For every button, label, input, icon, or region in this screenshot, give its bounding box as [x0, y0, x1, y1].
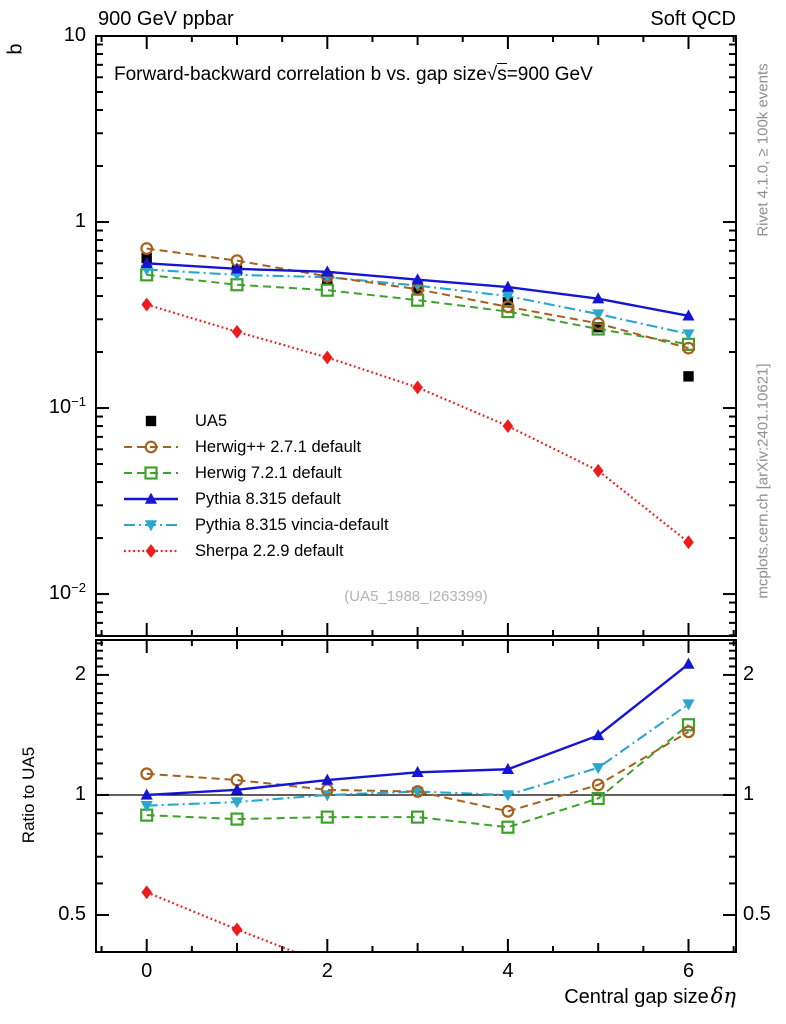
x-axis-title-greek: δη [710, 984, 736, 1008]
sqrt-sign: √ [486, 64, 498, 85]
y-axis-title-ratio: Ratio to UA5 [19, 746, 38, 844]
plot-title-suffix: =900 GeV [506, 64, 593, 85]
series-main-herwig-2-7-1-default [141, 243, 693, 353]
plot-title-prefix: Forward-backward correlation b vs. gap size [114, 64, 487, 85]
legend-label: Pythia 8.315 vincia-default [195, 515, 389, 534]
legend-marker-sample [122, 463, 180, 483]
y-main-tick-label: $10^{-2}$ [48, 580, 86, 605]
sqrt-argument: s [497, 64, 507, 85]
mcplots-arxiv-note: mcplots.cern.ch [arXiv:2401.10621] [754, 363, 772, 599]
y-axis-title-main: b [4, 43, 27, 55]
y-main-tick-label: 10 [63, 24, 86, 46]
legend-entry [122, 434, 389, 460]
y-main-tick-label: $10^{-1}$ [48, 394, 86, 419]
x-axis-title-text: Central gap size [564, 986, 709, 1008]
rivet-version-note: Rivet 4.1.0, ≥ 100k events [754, 63, 772, 237]
x-axis-title [564, 984, 736, 1009]
y-ratio-tick-label-right: 0.5 [743, 902, 771, 925]
plot-title [114, 64, 593, 86]
series-ratio-pythia-8-315-default [141, 658, 695, 800]
header-beam-label: 900 GeV ppbar [98, 8, 234, 30]
legend-marker-sample [122, 541, 180, 561]
y-ratio-tick-label-left: 0.5 [58, 902, 86, 925]
legend-marker-sample [122, 411, 180, 431]
legend-entry [122, 486, 389, 512]
legend-label: Pythia 8.315 default [195, 489, 341, 508]
x-tick-label: 0 [141, 960, 153, 982]
legend-marker-sample [122, 515, 180, 535]
legend-entry [122, 408, 389, 434]
header-process-label: Soft QCD [650, 8, 736, 30]
legend-entry [122, 460, 389, 486]
y-ratio-tick-label-left: 1 [74, 782, 86, 805]
y-ratio-tick-label-right: 2 [743, 662, 755, 685]
legend [122, 408, 389, 564]
x-tick-label: 6 [682, 960, 695, 982]
legend-marker-sample [122, 437, 180, 457]
y-main-tick-label: 1 [74, 210, 86, 233]
analysis-watermark: (UA5_1988_I263399) [344, 588, 488, 605]
x-tick-label: 4 [502, 960, 514, 982]
legend-label: UA5 [195, 411, 228, 430]
legend-label: Herwig++ 2.7.1 default [195, 437, 362, 456]
x-tick-label: 2 [321, 960, 333, 982]
legend-label: Herwig 7.2.1 default [195, 463, 342, 482]
legend-entry [122, 512, 389, 538]
legend-entry [122, 538, 389, 564]
y-ratio-tick-label-left: 2 [74, 662, 86, 685]
legend-marker-sample [122, 489, 180, 509]
legend-label: Sherpa 2.2.9 default [195, 541, 344, 560]
y-ratio-tick-label-right: 1 [743, 782, 755, 805]
